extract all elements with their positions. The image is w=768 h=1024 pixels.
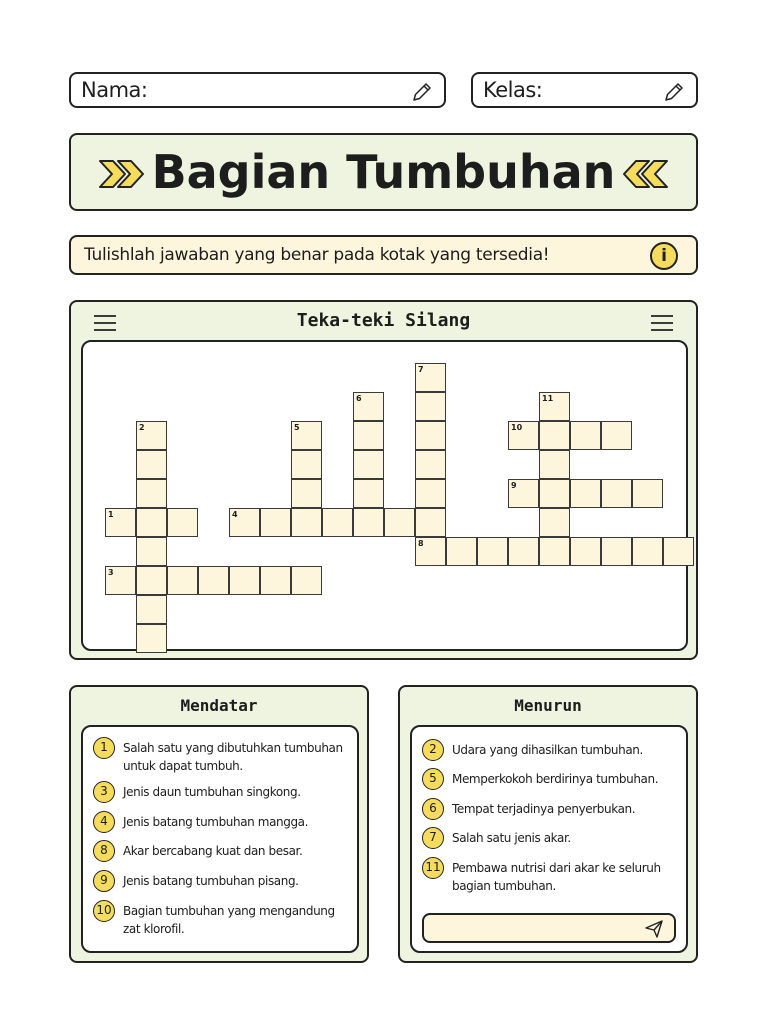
clue-number: 8 <box>93 840 115 862</box>
crossword-number: 1 <box>108 510 114 519</box>
clue-item <box>93 739 349 775</box>
crossword-cell[interactable] <box>136 537 167 566</box>
clue-item <box>422 829 678 849</box>
crossword-heading: Teka-teki Silang <box>296 310 471 331</box>
crossword-cell[interactable] <box>446 537 477 566</box>
crossword-cell[interactable] <box>167 508 198 537</box>
clue-number: 7 <box>422 827 444 849</box>
crossword-number: 6 <box>356 394 362 403</box>
crossword-cell[interactable] <box>539 450 570 479</box>
clue-number: 6 <box>422 798 444 820</box>
across-clues-panel <box>69 685 369 963</box>
clue-item <box>93 783 349 803</box>
menu-icon <box>650 314 674 332</box>
crossword-cell[interactable] <box>353 479 384 508</box>
crossword-cell[interactable] <box>663 537 694 566</box>
crossword-cell[interactable] <box>539 479 570 508</box>
crossword-cell[interactable] <box>539 537 570 566</box>
crossword-cell[interactable] <box>260 508 291 537</box>
instruction-bar <box>69 235 698 275</box>
down-heading: Menurun <box>514 696 582 715</box>
clue-text: Memperkokoh berdirinya tumbuhan. <box>452 772 659 786</box>
crossword-cell[interactable] <box>260 566 291 595</box>
send-icon[interactable] <box>644 919 664 939</box>
crossword-cell[interactable] <box>601 421 632 450</box>
crossword-cell[interactable] <box>353 450 384 479</box>
crossword-cell[interactable] <box>415 450 446 479</box>
clue-number: 10 <box>93 900 115 922</box>
down-clues-panel <box>398 685 698 963</box>
crossword-number: 9 <box>511 481 517 490</box>
instruction-text: Tulishlah jawaban yang benar pada kotak yang tersedia! <box>84 245 550 265</box>
crossword-cell[interactable] <box>136 595 167 624</box>
clue-item <box>93 813 349 833</box>
clue-text: Jenis batang tumbuhan pisang. <box>123 874 299 888</box>
crossword-cell[interactable] <box>415 421 446 450</box>
crossword-cell[interactable] <box>291 508 322 537</box>
clue-text: Salah satu jenis akar. <box>452 831 571 845</box>
clue-text: Tempat terjadinya penyerbukan. <box>452 802 636 816</box>
crossword-cell[interactable] <box>477 537 508 566</box>
crossword-cell[interactable] <box>601 479 632 508</box>
across-clue-list <box>81 725 359 953</box>
clue-item <box>93 902 349 938</box>
clue-number: 5 <box>422 768 444 790</box>
crossword-number: 8 <box>418 539 424 548</box>
clue-number: 4 <box>93 811 115 833</box>
clue-text: Bagian tumbuhan yang mengandung zat klorofil. <box>123 904 335 936</box>
crossword-cell[interactable] <box>415 392 446 421</box>
clue-number: 2 <box>422 739 444 761</box>
crossword-number: 3 <box>108 568 114 577</box>
crossword-cell[interactable] <box>353 421 384 450</box>
clue-number: 9 <box>93 870 115 892</box>
crossword-panel <box>69 300 698 660</box>
crossword-cell[interactable] <box>632 479 663 508</box>
page-title: Bagian Tumbuhan <box>151 145 616 199</box>
info-icon: i <box>650 242 678 270</box>
crossword-cell[interactable] <box>229 566 260 595</box>
crossword-cell[interactable] <box>167 566 198 595</box>
crossword-cell[interactable] <box>353 508 384 537</box>
clue-number: 1 <box>93 737 115 759</box>
crossword-cell[interactable] <box>291 566 322 595</box>
clue-item <box>422 741 678 761</box>
crossword-number: 2 <box>139 423 145 432</box>
clue-number: 11 <box>422 857 444 879</box>
double-chevron-left-icon <box>618 155 670 193</box>
clue-text: Pembawa nutrisi dari akar ke seluruh bagian tumbuhan. <box>452 861 661 893</box>
clue-text: Jenis daun tumbuhan singkong. <box>123 785 301 799</box>
name-field[interactable] <box>69 72 446 108</box>
title-banner <box>69 133 698 211</box>
crossword-cell[interactable] <box>539 508 570 537</box>
clue-item <box>422 770 678 790</box>
crossword-cell[interactable] <box>539 421 570 450</box>
crossword-cell[interactable] <box>384 508 415 537</box>
crossword-cell[interactable] <box>322 508 353 537</box>
crossword-number: 11 <box>542 394 554 403</box>
crossword-cell[interactable] <box>136 508 167 537</box>
crossword-number: 10 <box>511 423 523 432</box>
answer-input[interactable] <box>422 913 676 943</box>
crossword-cell[interactable] <box>136 450 167 479</box>
clue-item <box>93 842 349 862</box>
crossword-number: 7 <box>418 365 424 374</box>
crossword-cell[interactable] <box>136 566 167 595</box>
crossword-cell[interactable] <box>136 479 167 508</box>
clue-item <box>422 859 678 895</box>
pencil-icon <box>410 80 434 104</box>
crossword-cell[interactable] <box>291 479 322 508</box>
class-label: Kelas: <box>483 78 543 102</box>
clue-text: Akar bercabang kuat dan besar. <box>123 844 303 858</box>
clue-text: Salah satu yang dibutuhkan tumbuhan untuk dapat tumbuh. <box>123 741 343 773</box>
crossword-cell[interactable] <box>136 624 167 653</box>
crossword-grid <box>81 340 688 651</box>
clue-item <box>93 872 349 892</box>
crossword-cell[interactable] <box>198 566 229 595</box>
clue-item <box>422 800 678 820</box>
crossword-cell[interactable] <box>632 537 663 566</box>
crossword-cell[interactable] <box>508 537 539 566</box>
class-field[interactable] <box>471 72 698 108</box>
across-heading: Mendatar <box>180 696 258 715</box>
pencil-icon <box>662 80 686 104</box>
crossword-cell[interactable] <box>601 537 632 566</box>
clue-number: 3 <box>93 781 115 803</box>
crossword-cell[interactable] <box>415 479 446 508</box>
crossword-cell[interactable] <box>570 421 601 450</box>
crossword-cell[interactable] <box>570 479 601 508</box>
clue-text: Udara yang dihasilkan tumbuhan. <box>452 743 643 757</box>
crossword-number: 4 <box>232 510 238 519</box>
crossword-cell[interactable] <box>415 508 446 537</box>
crossword-cell[interactable] <box>291 450 322 479</box>
crossword-number: 5 <box>294 423 300 432</box>
crossword-cell[interactable] <box>570 537 601 566</box>
clue-text: Jenis batang tumbuhan mangga. <box>123 815 309 829</box>
name-label: Nama: <box>81 78 148 102</box>
